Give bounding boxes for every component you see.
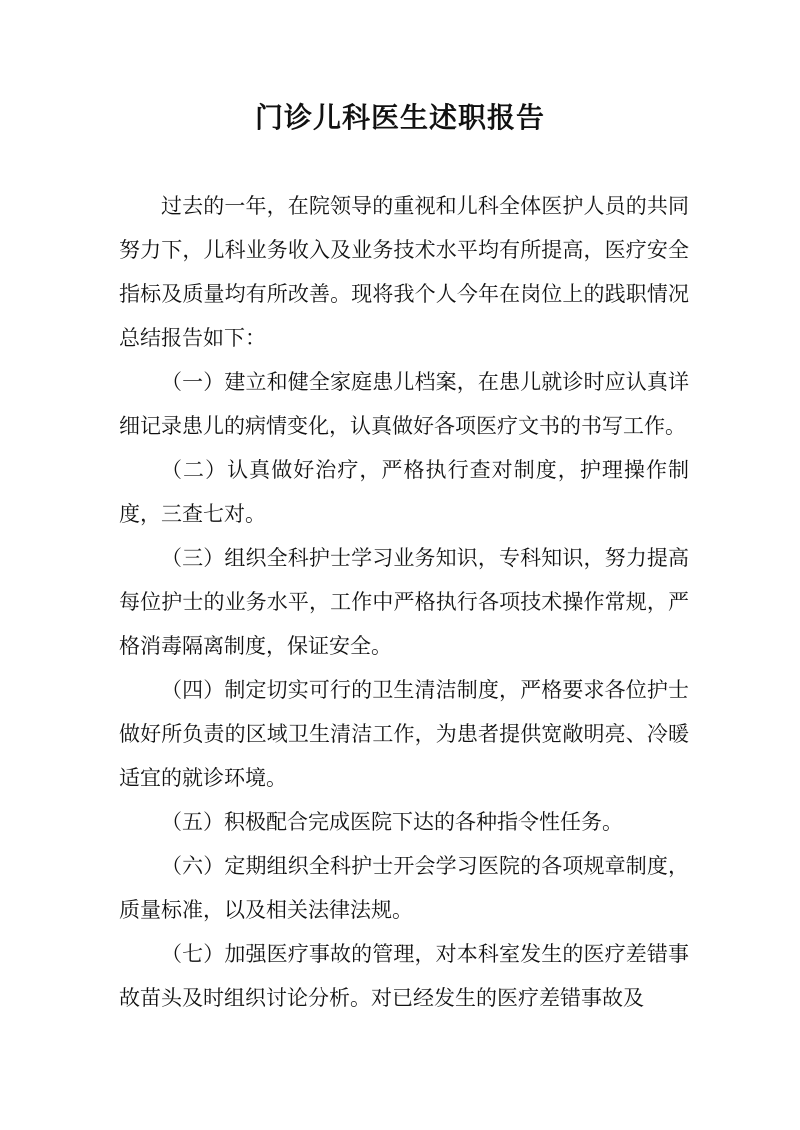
paragraph-item-6: （六）定期组织全科护士开会学习医院的各项规章制度，质量标准，以及相关法律法规。 xyxy=(119,854,689,922)
paragraph-item-7: （七）加强医疗事故的管理，对本科室发生的医疗差错事故苗头及时组织讨论分析。对已经发生的医疗差错事故及 xyxy=(119,942,689,1010)
paragraph-item-1: （一）建立和健全家庭患儿档案，在患儿就诊时应认真详细记录患儿的病情变化，认真做好各项医疗文书的书写工作。 xyxy=(119,370,689,438)
paragraph-item-2: （二）认真做好治疗，严格执行查对制度，护理操作制度，三查七对。 xyxy=(119,458,689,526)
paragraph-item-3: （三）组织全科护士学习业务知识，专科知识，努力提高每位护士的业务水平，工作中严格执行各项技术操作常规，严格消毒隔离制度，保证安全。 xyxy=(119,546,689,658)
paragraph-intro: 过去的一年，在院领导的重视和儿科全体医护人员的共同努力下，儿科业务收入及业务技术水平均有所提高，医疗安全指标及质量均有所改善。现将我个人今年在岗位上的践职情况总结报告如下： xyxy=(119,194,689,350)
document-body xyxy=(119,184,689,1020)
paragraph-item-5: （五）积极配合完成医院下达的各种指令性任务。 xyxy=(161,810,623,834)
paragraph-item-4: （四）制定切实可行的卫生清洁制度，严格要求各位护士做好所负责的区域卫生清洁工作，为患者提供宽敞明亮、冷暖适宜的就诊环境。 xyxy=(119,678,689,790)
document-title: 门诊儿科医生述职报告 xyxy=(254,101,545,134)
